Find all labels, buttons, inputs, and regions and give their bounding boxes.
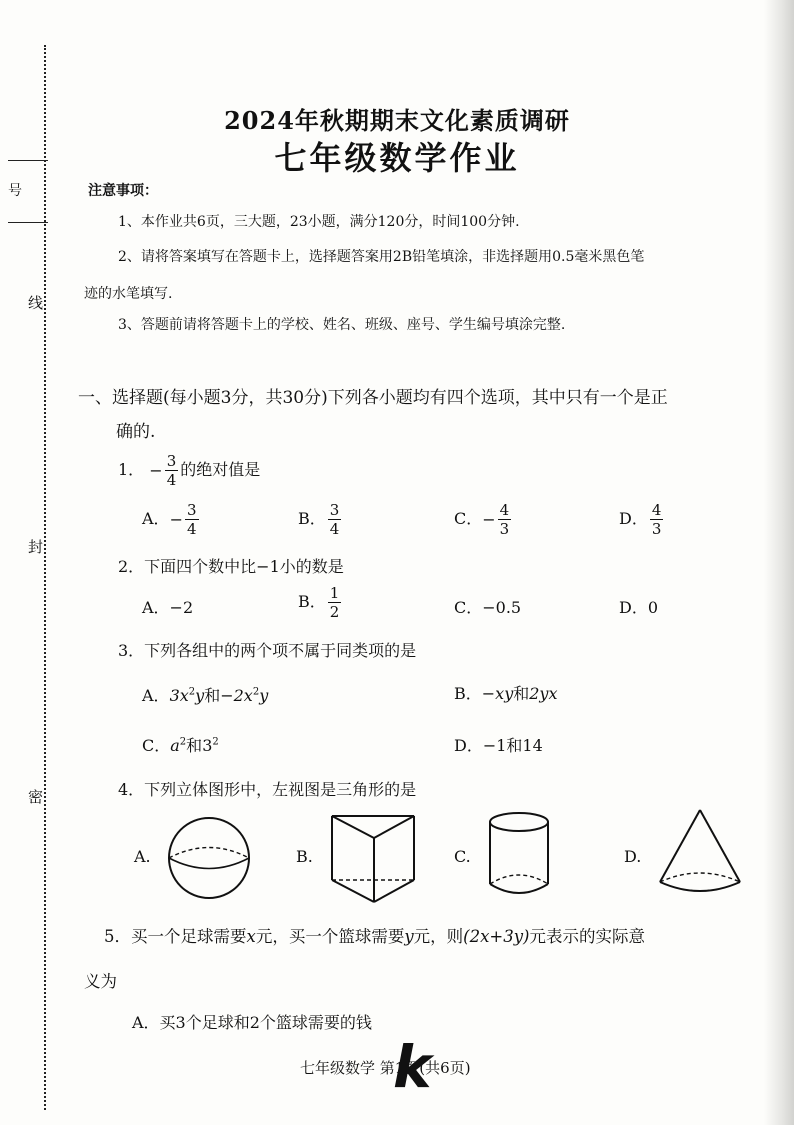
notice-item-1: 1、本作业共6页，三大题，23小题，满分120分，时间100分钟.: [118, 214, 520, 230]
q1-option-a[interactable]: A．− $\frac{3}{4}$: [142, 501, 197, 538]
q5-option-a[interactable]: A．买3个足球和2个篮球需要的钱: [132, 1013, 372, 1032]
q1-fraction: $\frac{3}{4}$: [166, 452, 177, 489]
binding-char-xian: 线: [28, 294, 44, 312]
q3-option-c[interactable]: C．$a^2$和$3^2$: [142, 736, 219, 755]
notice-heading: 注意事项：: [88, 183, 158, 199]
binding-char-mi: 密: [28, 788, 44, 806]
section-heading: [78, 381, 744, 449]
q4-option-a-label[interactable]: A.: [134, 847, 151, 866]
sphere-icon: [166, 815, 252, 901]
seat-field-rule: [8, 222, 48, 223]
seat-field-label: 号: [8, 183, 22, 199]
notice-item-2: 2、请将答案填写在答题卡上，选择题答案用2B铅笔填涂，非选择题用0.5毫米黑色笔: [118, 249, 645, 265]
question-3: 3．下列各组中的两个项不属于同类项的是: [118, 641, 417, 660]
binding-char-feng: 封: [28, 538, 44, 556]
q3-option-b[interactable]: B．−xy和2yx: [454, 684, 558, 703]
q4-option-d-label[interactable]: D.: [624, 847, 642, 866]
cylinder-icon: [486, 810, 552, 898]
q2-option-a[interactable]: A．−2: [142, 598, 194, 617]
q4-option-c-label[interactable]: C.: [454, 847, 471, 866]
page-footer: 七年级数学 第1页(共6页): [300, 1059, 471, 1077]
q4-option-b-label[interactable]: B.: [296, 847, 313, 866]
q1-option-d[interactable]: D． $\frac{4}{3}$: [619, 501, 662, 538]
question-2: 2．下面四个数中比−1小的数是: [118, 557, 344, 576]
exam-title: 2024年秋期期末文化素质调研: [224, 106, 570, 135]
question-5: 5．买一个足球需要x元，买一个篮球需要y元，则(2x+3y)元表示的实际意: [104, 927, 645, 946]
section-line-2: 确的.: [116, 422, 156, 442]
q3-option-d[interactable]: D．−1和14: [454, 736, 543, 755]
watermark-logo: k: [393, 1033, 432, 1101]
binding-dotted-line: [44, 45, 46, 1110]
exam-subtitle: 七年级数学作业: [274, 139, 520, 177]
q2-option-b[interactable]: B． $\frac{1}{2}$: [298, 584, 340, 621]
question-1: 1． − $\frac{3}{4}$ 的绝对值是: [118, 452, 261, 489]
cone-icon: [656, 806, 744, 898]
q1-option-c[interactable]: C．− $\frac{4}{3}$: [454, 501, 510, 538]
triangular-prism-icon: [326, 808, 422, 908]
question-5-cont: 义为: [84, 972, 117, 991]
q2-option-d[interactable]: D．0: [619, 598, 659, 617]
section-line-1: 一、选择题(每小题3分，共30分)下列各小题均有四个选项，其中只有一个是正: [78, 388, 668, 408]
question-4: 4．下列立体图形中，左视图是三角形的是: [118, 780, 417, 799]
notice-item-2-cont: 迹的水笔填写.: [84, 286, 173, 302]
q3-option-a[interactable]: A．$3x^2y$和$-2x^2y$: [142, 686, 269, 705]
notice-item-3: 3、答题前请将答题卡上的学校、姓名、班级、座号、学生编号填涂完整.: [118, 317, 566, 333]
q2-option-c[interactable]: C．−0.5: [454, 598, 522, 617]
q1-option-b[interactable]: B． $\frac{3}{4}$: [298, 501, 340, 538]
